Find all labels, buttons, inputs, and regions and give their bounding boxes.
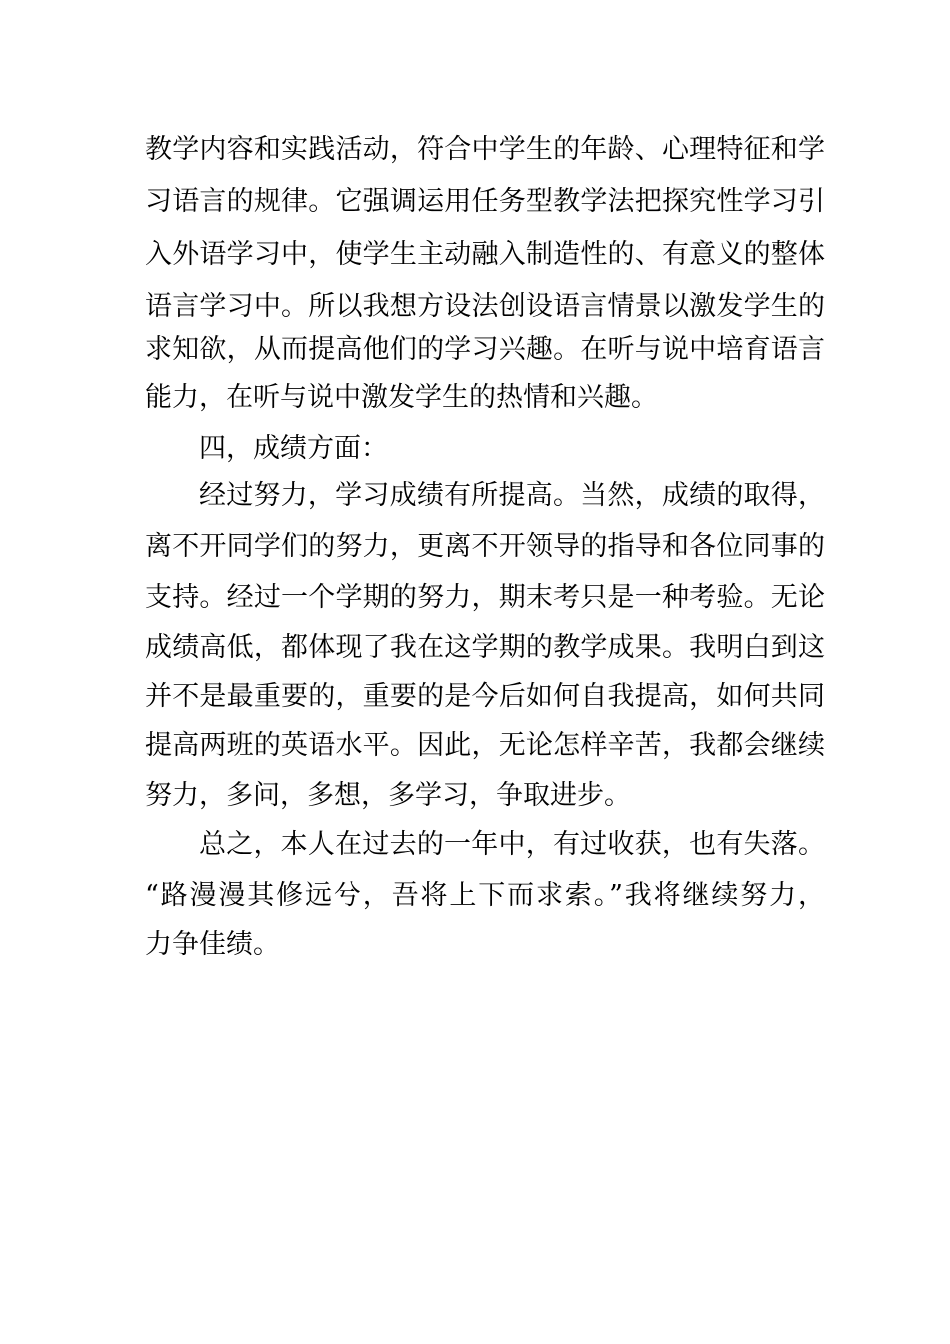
paragraph-line: 成绩高低，都体现了我在这学期的教学成果。我明白到这 [145, 632, 825, 663]
paragraph-line: 经过努力，学习成绩有所提高。当然，成绩的取得， [199, 480, 825, 511]
paragraph-line: 离不开同学们的努力，更离不开领导的指导和各位同事的 [145, 531, 825, 562]
paragraph-line: 提高两班的英语水平。因此，无论怎样辛苦，我都会继续 [145, 730, 825, 761]
section-heading: 四，成绩方面： [199, 433, 388, 464]
paragraph-line: 求知欲，从而提高他们的学习兴趣。在听与说中培育语言 [145, 334, 825, 365]
paragraph-line: 总之，本人在过去的一年中，有过收获，也有失落。 [199, 829, 825, 860]
paragraph-line: 支持。经过一个学期的努力，期末考只是一种考验。无论 [145, 582, 825, 613]
paragraph-line: 语言学习中。所以我想方设法创设语言情景以激发学生的 [145, 291, 825, 322]
paragraph-line: 能力，在听与说中激发学生的热情和兴趣。 [145, 382, 658, 413]
paragraph-line: 入外语学习中，使学生主动融入制造性的、有意义的整体 [145, 239, 825, 270]
paragraph-line: 教学内容和实践活动，符合中学生的年龄、心理特征和学 [145, 134, 825, 165]
paragraph-line: 习语言的规律。它强调运用任务型教学法把探究性学习引 [145, 186, 825, 217]
paragraph-line: 并不是最重要的，重要的是今后如何自我提高，如何共同 [145, 681, 825, 712]
paragraph-line: 努力，多问，多想，多学习，争取进步。 [145, 780, 631, 811]
paragraph-line: 力争佳绩。 [145, 929, 280, 960]
paragraph-line: “路漫漫其修远兮，吾将上下而求索。”我将继续努力， [145, 880, 825, 911]
